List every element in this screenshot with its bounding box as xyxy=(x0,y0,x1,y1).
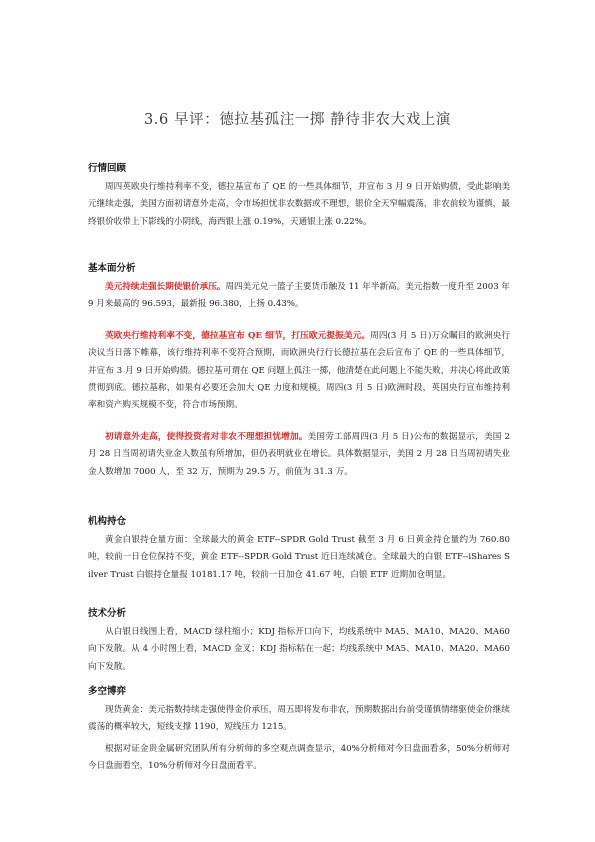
paragraph-text: 周四美元兑一篮子主要货币触及 11 年半新高。美元指数一度升至 2003 年 9 月来最高的 96.593，最新报 96.380，上扬 0.43%。 xyxy=(88,282,510,310)
paragraph-lead: 英欧央行维持利率不变，德拉基宣布 QE 细节，打压欧元提振美元。 xyxy=(105,330,371,341)
section-holdings xyxy=(88,513,510,584)
paragraph-lead: 美元持续走强长期使银价承压。 xyxy=(105,282,226,292)
paragraph xyxy=(88,279,510,314)
paragraph xyxy=(88,429,510,481)
section-fundamentals xyxy=(88,260,510,481)
section-heading: 多空博弈 xyxy=(88,686,127,697)
paragraph-text: 从白银日线图上看，MACD 绿柱缩小；KDJ 指标开口向下，均线系统中 MA5、MA10、MA20、MA60 向下发散。从 4 小时图上看，MACD 金叉；KDJ 指标粘在一起；均线系统中 MA5、MA10、MA20、MA60 向下发散。 xyxy=(88,627,510,672)
paragraph-text: 周四英欧央行维持利率不变，德拉基宣布了 QE 的一些具体细节，并宣布 3 月 9 日开始购债，受此影响美元继续走强，美国方面初请意外走高，令市场担忧非农数据或不理想，银价全天窄幅震荡，非农前较为谨慎，最终银价收带上下影线的小阴线，海西银上涨 0.19%，天通银上涨 0.22%。 xyxy=(88,182,510,227)
paragraph xyxy=(88,532,510,584)
section-market-review xyxy=(88,160,510,231)
paragraph xyxy=(88,179,510,231)
paragraph xyxy=(88,624,510,676)
section-heading: 机构持仓 xyxy=(88,516,127,527)
document-title: 3.6 早评：德拉基孤注一掷 静待非农大戏上演 xyxy=(143,112,452,128)
section-heading: 技术分析 xyxy=(88,608,127,619)
paragraph xyxy=(88,702,510,737)
section-heading: 基本面分析 xyxy=(88,263,136,274)
section-technical xyxy=(88,605,510,676)
paragraph-text: 根据对证金贵金属研究团队所有分析师的多空观点调查显示，40%分析师对今日盘面看多，50%分析师对今日盘面看空，10%分析师对今日盘面看平。 xyxy=(88,743,510,772)
paragraph-text: 美国劳工部周四(3 月 5 日)公布的数据显示，美国 2 月 28 日当周初请失业金人数虽有所增加，但仍表明就业在增长。具体数据显示，美国 2 月 28 日当周初请失业金人数增加 7000 人，至 32 万，预期为 29.5 万，前值为 31.3 万。 xyxy=(88,431,510,477)
paragraph xyxy=(88,741,510,776)
paragraph xyxy=(88,328,510,415)
paragraph-text: 黄金白银持仓量方面：全球最大的黄金 ETF--SPDR Gold Trust 截至 3 月 6 日黄金持仓量约为 760.80 吨，较前一日仓位保持不变，黄金 ETF--SPDR Gold Trust 近日连续减仓。全球最大的白银 ETF--iShares Silver Trust 白银持仓量报 10181.17 吨，较前一日加仓 41.67 吨，白银 ETF 近期加仓明显。 xyxy=(88,535,510,580)
section-heading: 行情回顾 xyxy=(88,163,127,174)
section-bull-bear xyxy=(88,683,510,776)
paragraph-text: 现货黄金：美元指数持续走强使得金价承压，周五即将发布非农，预期数据出台前受谨慎情绪驱使金价继续震荡的概率较大，短线支撑 1190，短线压力 1215。 xyxy=(88,705,510,733)
paragraph-text: 周四(3 月 5 日)万众瞩目的欧洲央行决议当日落下帷幕，该行维持利率不变符合预期，而欧洲央行行长德拉基在会后宣布了 QE 的一些具体细节，并宣布 3 月 9 日开始购债。德拉基可谓在 QE 问题上孤注一掷，他清楚在此问题上不能失败，并决心将此政策贯彻到底。德拉基称，如果有必要还会加大 QE 力度和规模。周四(3 月 5 日)欧洲时段，英国央行宣布维持利率和资产购买规模不变，符合市场预期。 xyxy=(88,330,510,411)
paragraph-lead: 初请意外走高，使得投资者对非农不理想担忧增加。 xyxy=(105,431,308,442)
